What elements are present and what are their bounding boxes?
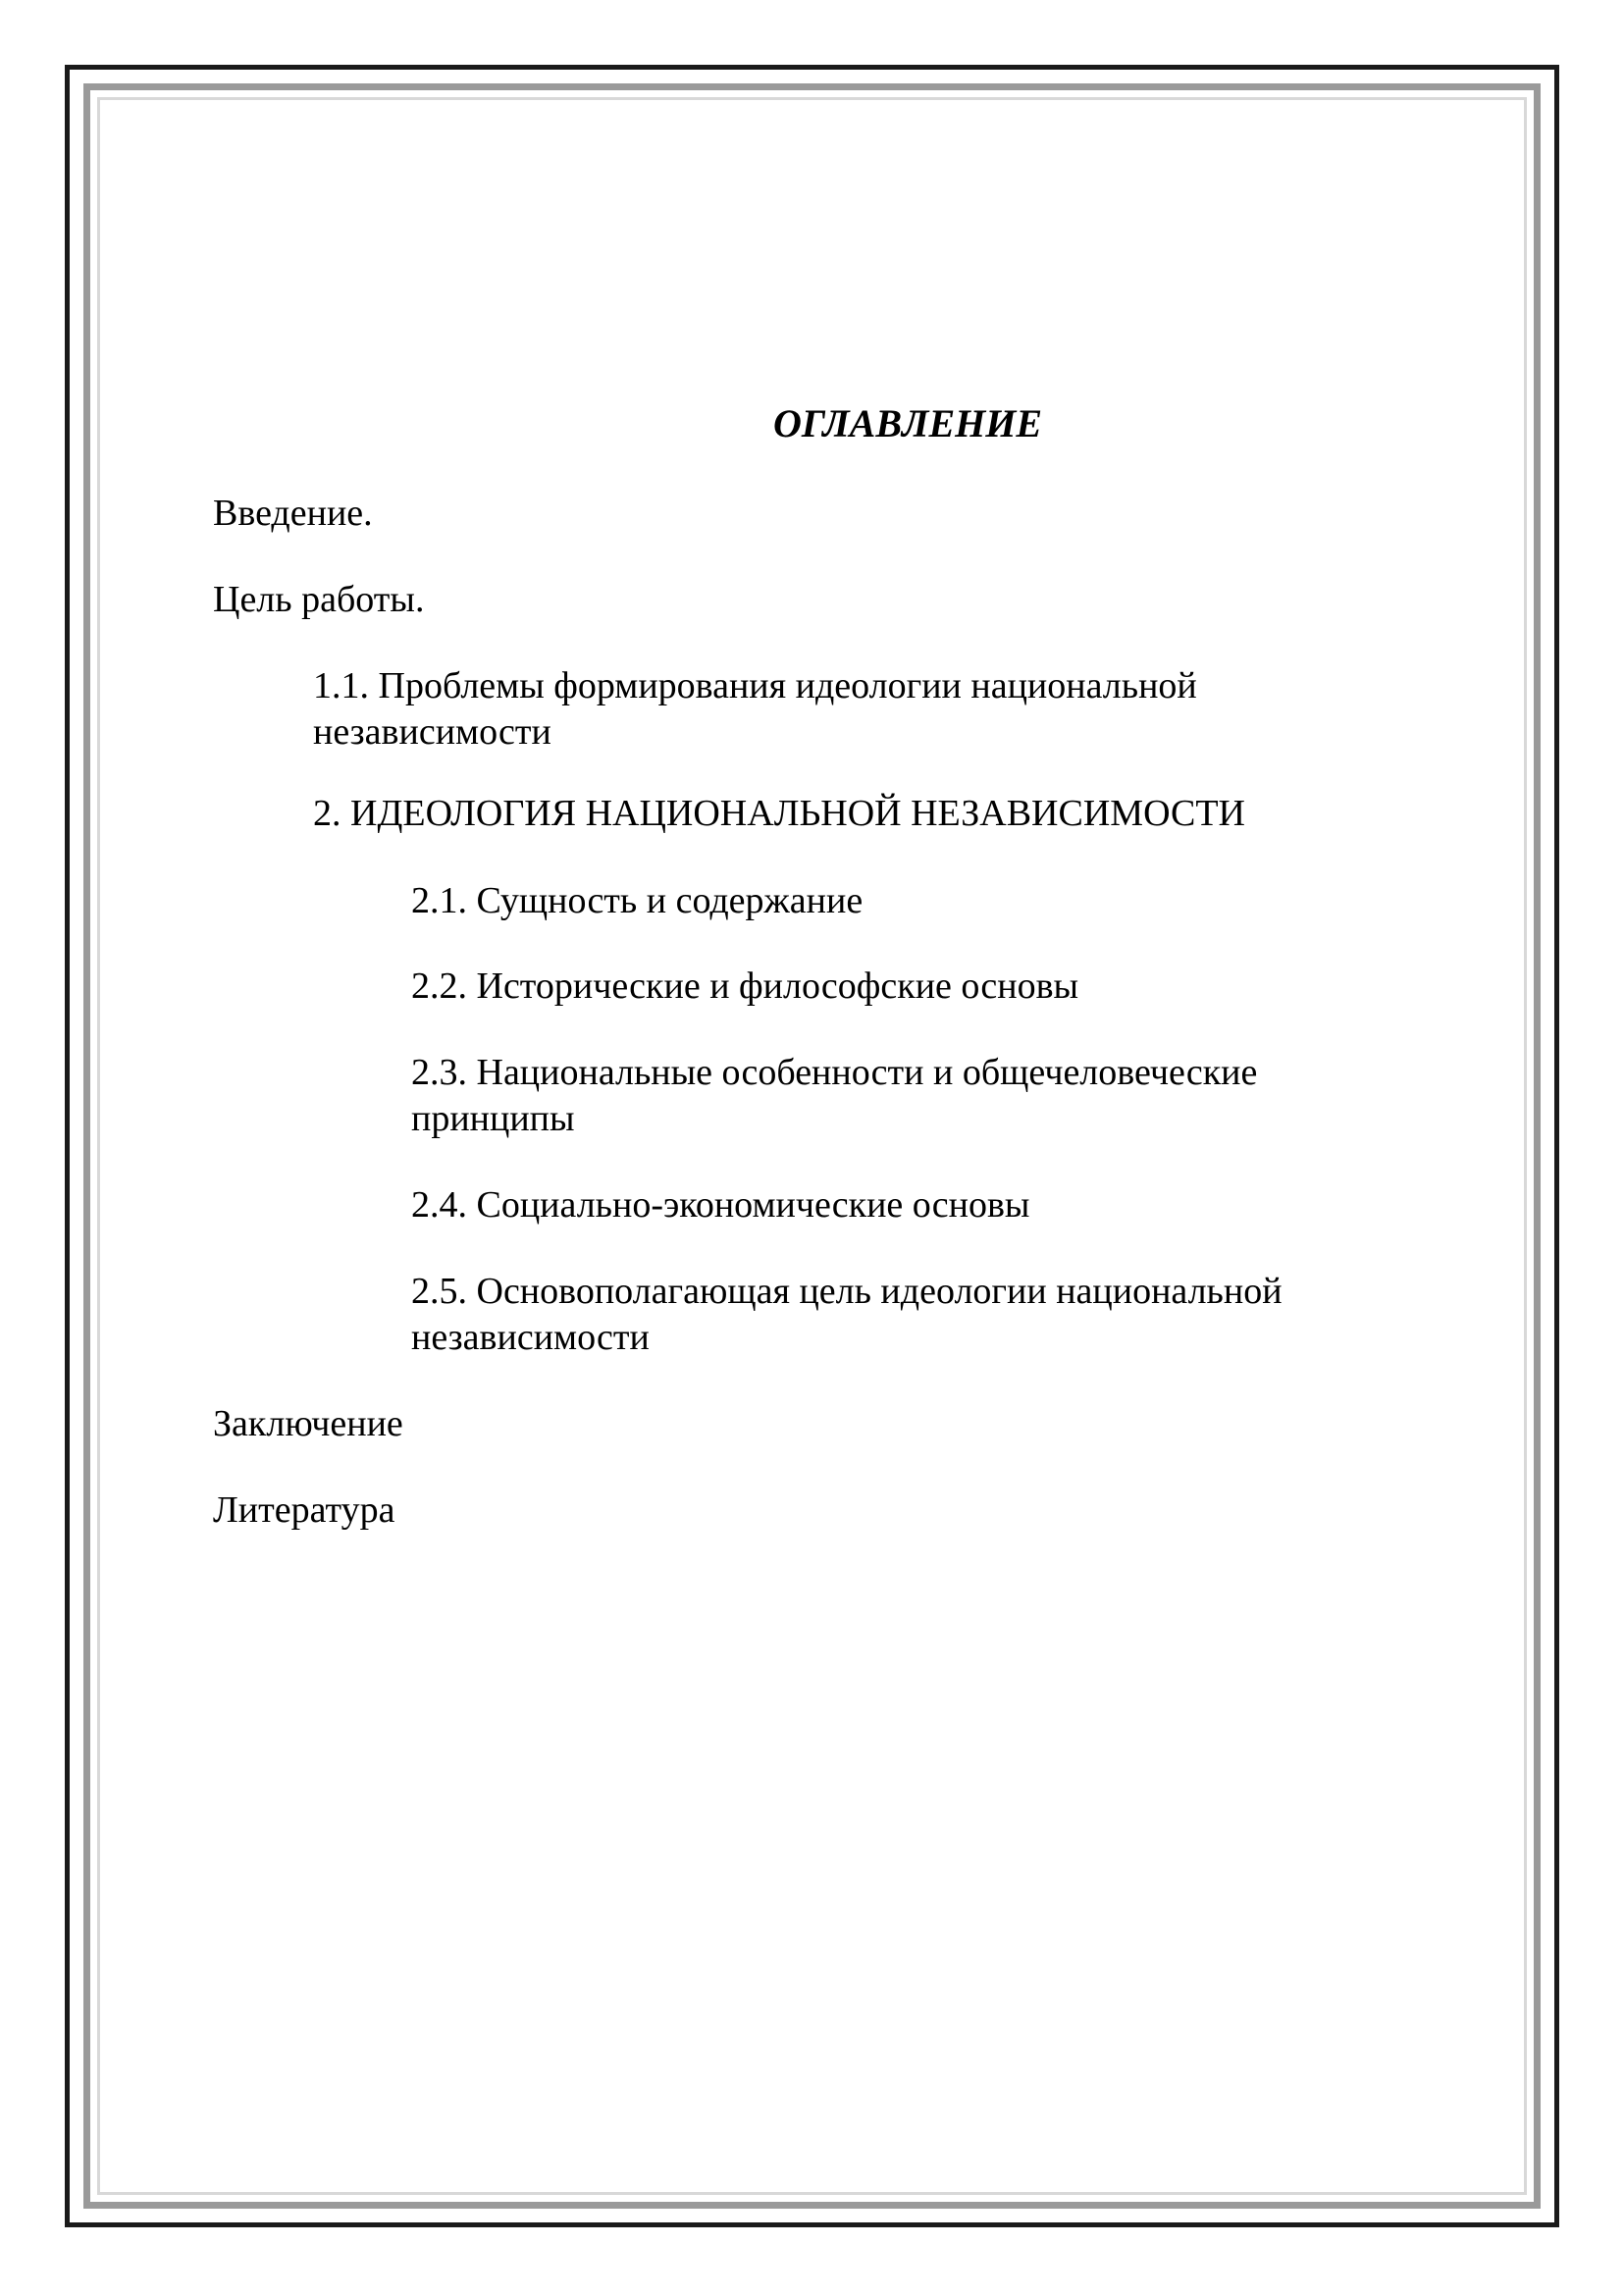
toc-entry-line: Введение.: [213, 493, 373, 534]
toc-entry-goal: [213, 577, 424, 623]
toc-entry-2: [313, 791, 1245, 837]
toc-entry-introduction: [213, 491, 373, 537]
toc-entry-2-5: [411, 1269, 1283, 1361]
toc-entry-line: 1.1. Проблемы формирования идеологии национальной: [313, 665, 1197, 706]
toc-entry-line: принципы: [411, 1098, 575, 1139]
page-border: [65, 65, 1559, 2227]
toc-entry-line: 2.3. Национальные особенности и общечеловеческие: [411, 1052, 1258, 1093]
toc-entry-line: Литература: [213, 1489, 395, 1531]
toc-title: ОГЛАВЛЕНИЕ: [772, 401, 1043, 445]
toc-entry-line: 2. ИДЕОЛОГИЯ НАЦИОНАЛЬНОЙ НЕЗАВИСИМОСТИ: [313, 793, 1245, 834]
toc-entry-line: Цель работы.: [213, 579, 425, 620]
toc-entry-line: 2.2. Исторические и философские основы: [411, 965, 1079, 1007]
toc-entry-2-1: [411, 878, 863, 924]
toc-entry-2-2: [411, 964, 1078, 1010]
toc-entry-line: независимости: [411, 1317, 650, 1358]
toc-entry-1-1: [313, 663, 1197, 756]
toc-entry-line: 2.5. Основополагающая цель идеологии национальной: [411, 1271, 1283, 1312]
toc-entry-line: 2.1. Сущность и содержание: [411, 880, 864, 921]
toc-entry-line: независимости: [313, 711, 551, 753]
toc-entry-conclusion: [213, 1401, 403, 1447]
toc-entry-literature: [213, 1487, 394, 1534]
toc-entry-line: 2.4. Социально-экономические основы: [411, 1184, 1030, 1226]
toc-entry-line: Заключение: [213, 1403, 403, 1444]
toc-entry-2-3: [411, 1050, 1257, 1142]
toc-entry-2-4: [411, 1182, 1029, 1228]
